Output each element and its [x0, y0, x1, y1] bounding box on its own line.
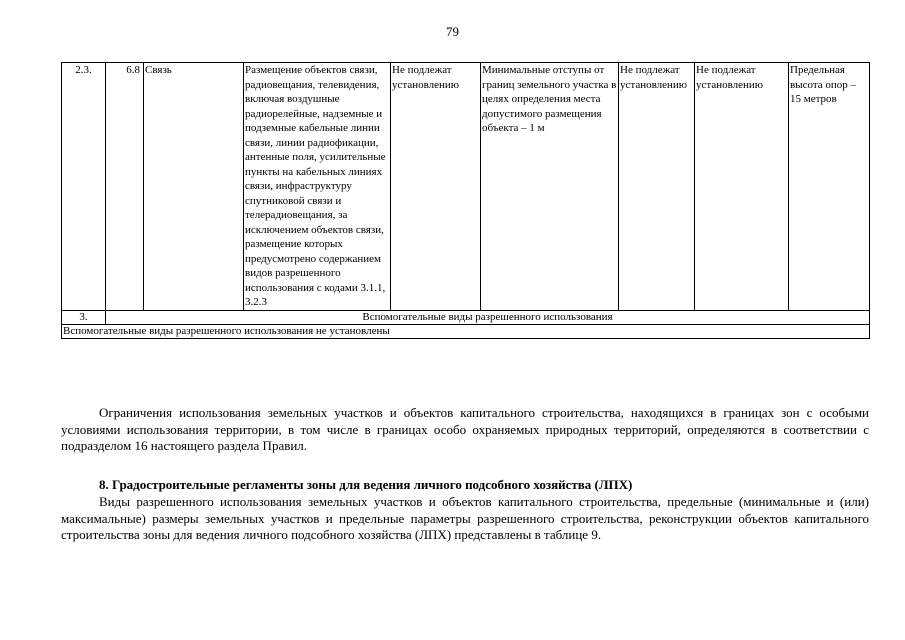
section-title-cell: Вспомогательные виды разрешенного использования — [106, 310, 870, 324]
height-cell: Предельная высота опор – 15 метров — [789, 63, 870, 311]
table-row — [62, 324, 870, 338]
floors-cell: Не подлежат установлению — [619, 63, 695, 311]
setback-cell: Минимальные отступы от границ земельного участка в целях определения места допустимого размещения объекта – 1 м — [481, 63, 619, 311]
row-number-cell: 2.3. — [62, 63, 106, 311]
regulations-table — [61, 62, 870, 339]
table-row — [62, 63, 870, 311]
use-code-cell: 6.8 — [106, 63, 144, 311]
section-paragraph: Виды разрешенного использования земельных участков и объектов капитального строительства, предельные (минимальные и (или) максимальные) размеры земельных участков и предельные параметры разрешенного строительства, реконструкции объектов капитального строительства зоны для ведения личного подсобного хозяйства (ЛПХ) представлены в таблице 9. — [61, 494, 869, 542]
restrictions-paragraph: Ограничения использования земельных участков и объектов капитального строительства, находящихся в границах зон с особыми условиями использования территории, в том числе в границах особо охраняемых природных территорий, определяются в соответствии с подразделом 16 настоящего раздела Правил. — [61, 405, 869, 453]
note-cell: Вспомогательные виды разрешенного использования не установлены — [62, 324, 870, 338]
coverage-cell: Не подлежат установлению — [695, 63, 789, 311]
row-number-cell: 3. — [62, 310, 106, 324]
section-heading: 8. Градостроительные регламенты зоны для ведения личного подсобного хозяйства (ЛПХ) — [99, 477, 633, 492]
use-description-cell: Размещение объектов связи, радиовещания, телевидения, включая воздушные радиорелейные, надземные и подземные кабельные линии связи, линии радиофикации, антенные поля, усилительные пункты на кабельных линиях связи, инфраструктуру спутниковой связи и телерадиовещания, за исключением объектов связи, размещение которых предусмотрено содержанием видов разрешенного использования с кодами 3.1.1, 3.2.3 — [244, 63, 391, 311]
page-number: 79 — [446, 24, 459, 39]
use-name-cell: Связь — [144, 63, 244, 311]
table-row — [62, 310, 870, 324]
plot-size-cell: Не подлежат установлению — [391, 63, 481, 311]
